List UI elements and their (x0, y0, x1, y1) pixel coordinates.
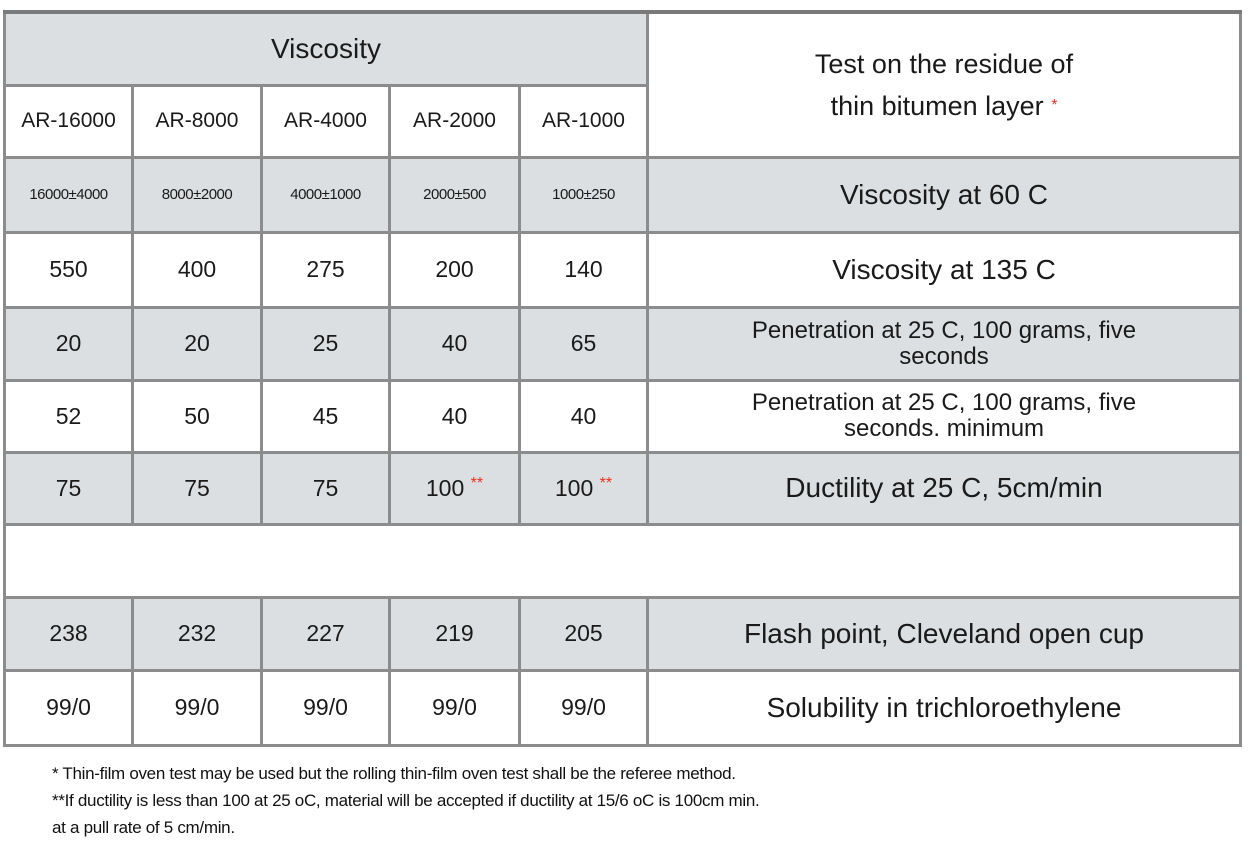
value-cell (133, 670, 262, 745)
value-cell (390, 597, 520, 670)
cell-value: 100 (425, 474, 465, 501)
value-cell (390, 157, 520, 232)
value-cell (390, 670, 520, 745)
cell-value: 99/0 (174, 694, 220, 720)
empty-row-cell (5, 524, 1241, 597)
table-row (5, 380, 1241, 452)
grade-header: AR-16000 (5, 85, 133, 157)
value-cell (390, 452, 520, 524)
property-label: Ductility at 25 C, 5cm/min (648, 452, 1241, 524)
value-cell (262, 307, 390, 380)
table-row (5, 597, 1241, 670)
value-cell (133, 307, 262, 380)
cell-value: 227 (306, 620, 345, 646)
table-row (5, 670, 1241, 745)
cell-value: 25 (312, 330, 339, 356)
value-cell (5, 597, 133, 670)
cell-value: 20 (55, 330, 82, 356)
cell-value: 205 (564, 620, 603, 646)
cell-value: 65 (570, 330, 597, 356)
cell-value: 75 (312, 474, 339, 501)
cell-value: 99/0 (303, 694, 348, 720)
footnote: at a pull rate of 5 cm/min. (52, 818, 235, 837)
value-cell (133, 232, 262, 307)
value-cell (520, 307, 648, 380)
cell-value: 1000±250 (552, 186, 615, 203)
cell-value: 4000±1000 (290, 186, 361, 203)
property-label: Flash point, Cleveland open cup (648, 597, 1241, 670)
grade-header: AR-4000 (262, 85, 390, 157)
cell-value: 219 (435, 620, 474, 646)
cell-value: 40 (441, 402, 468, 429)
cell-value: 275 (306, 256, 345, 282)
property-label: Viscosity at 60 C (648, 157, 1241, 232)
cell-value: 40 (570, 402, 597, 429)
cell-value: 550 (49, 256, 88, 282)
table-row (5, 524, 1241, 597)
bitumen-spec-table (3, 10, 1242, 747)
value-cell (133, 597, 262, 670)
value-cell (133, 452, 262, 524)
value-cell (5, 307, 133, 380)
cell-value: 99/0 (432, 694, 477, 720)
value-cell (390, 380, 520, 452)
value-cell (520, 452, 648, 524)
table-row (5, 307, 1241, 380)
cell-value: 8000±2000 (161, 186, 233, 203)
cell-value: 45 (312, 402, 339, 429)
cell-value: 75 (55, 474, 82, 501)
value-cell (262, 597, 390, 670)
cell-value: 75 (184, 474, 210, 501)
table-row (5, 452, 1241, 524)
value-cell (520, 157, 648, 232)
footnote-marker: ** (599, 474, 613, 492)
residue-header: Test on the residue of thin bitumen layer * (648, 12, 1241, 157)
value-cell (262, 380, 390, 452)
value-cell (5, 157, 133, 232)
value-cell (262, 232, 390, 307)
value-cell (390, 232, 520, 307)
cell-value: 50 (184, 402, 210, 429)
property-label: Penetration at 25 C, 100 grams, five seconds. minimum (648, 380, 1241, 452)
value-cell (5, 452, 133, 524)
cell-value: 400 (177, 256, 217, 282)
cell-value: 100 (554, 474, 594, 501)
value-cell (262, 452, 390, 524)
value-cell (5, 380, 133, 452)
cell-value: 99/0 (561, 694, 606, 720)
cell-value: 99/0 (46, 694, 91, 720)
value-cell (5, 232, 133, 307)
value-cell (390, 307, 520, 380)
cell-value: 20 (184, 330, 210, 356)
value-cell (520, 670, 648, 745)
value-cell (520, 597, 648, 670)
cell-value: 232 (177, 620, 217, 646)
property-label: Solubility in trichloroethylene (648, 670, 1241, 745)
cell-value: 238 (49, 620, 88, 646)
footnote-marker: ** (470, 474, 484, 492)
cell-value: 200 (435, 256, 474, 282)
property-label: Viscosity at 135 C (648, 232, 1241, 307)
value-cell (262, 157, 390, 232)
footnote: * Thin-film oven test may be used but the rolling thin-film oven test shall be the referee method. (52, 764, 736, 783)
value-cell (520, 380, 648, 452)
footnotes (52, 760, 759, 841)
cell-value: 140 (564, 256, 603, 282)
grade-header: AR-8000 (133, 85, 262, 157)
table-row (5, 232, 1241, 307)
value-cell (262, 670, 390, 745)
property-label: Penetration at 25 C, 100 grams, five seconds (648, 307, 1241, 380)
cell-value: 2000±500 (423, 186, 486, 203)
value-cell (133, 157, 262, 232)
grade-header: AR-2000 (390, 85, 520, 157)
cell-value: 40 (441, 330, 468, 356)
cell-value: 52 (55, 402, 82, 429)
value-cell (133, 380, 262, 452)
footnote: **If ductility is less than 100 at 25 oC, material will be accepted if ductility at 15/6 oC is 100cm min. (52, 791, 760, 810)
viscosity-header: Viscosity (5, 12, 648, 85)
cell-value: 16000±4000 (29, 186, 108, 203)
table-row (5, 157, 1241, 232)
value-cell (520, 232, 648, 307)
value-cell (5, 670, 133, 745)
grade-header: AR-1000 (520, 85, 648, 157)
